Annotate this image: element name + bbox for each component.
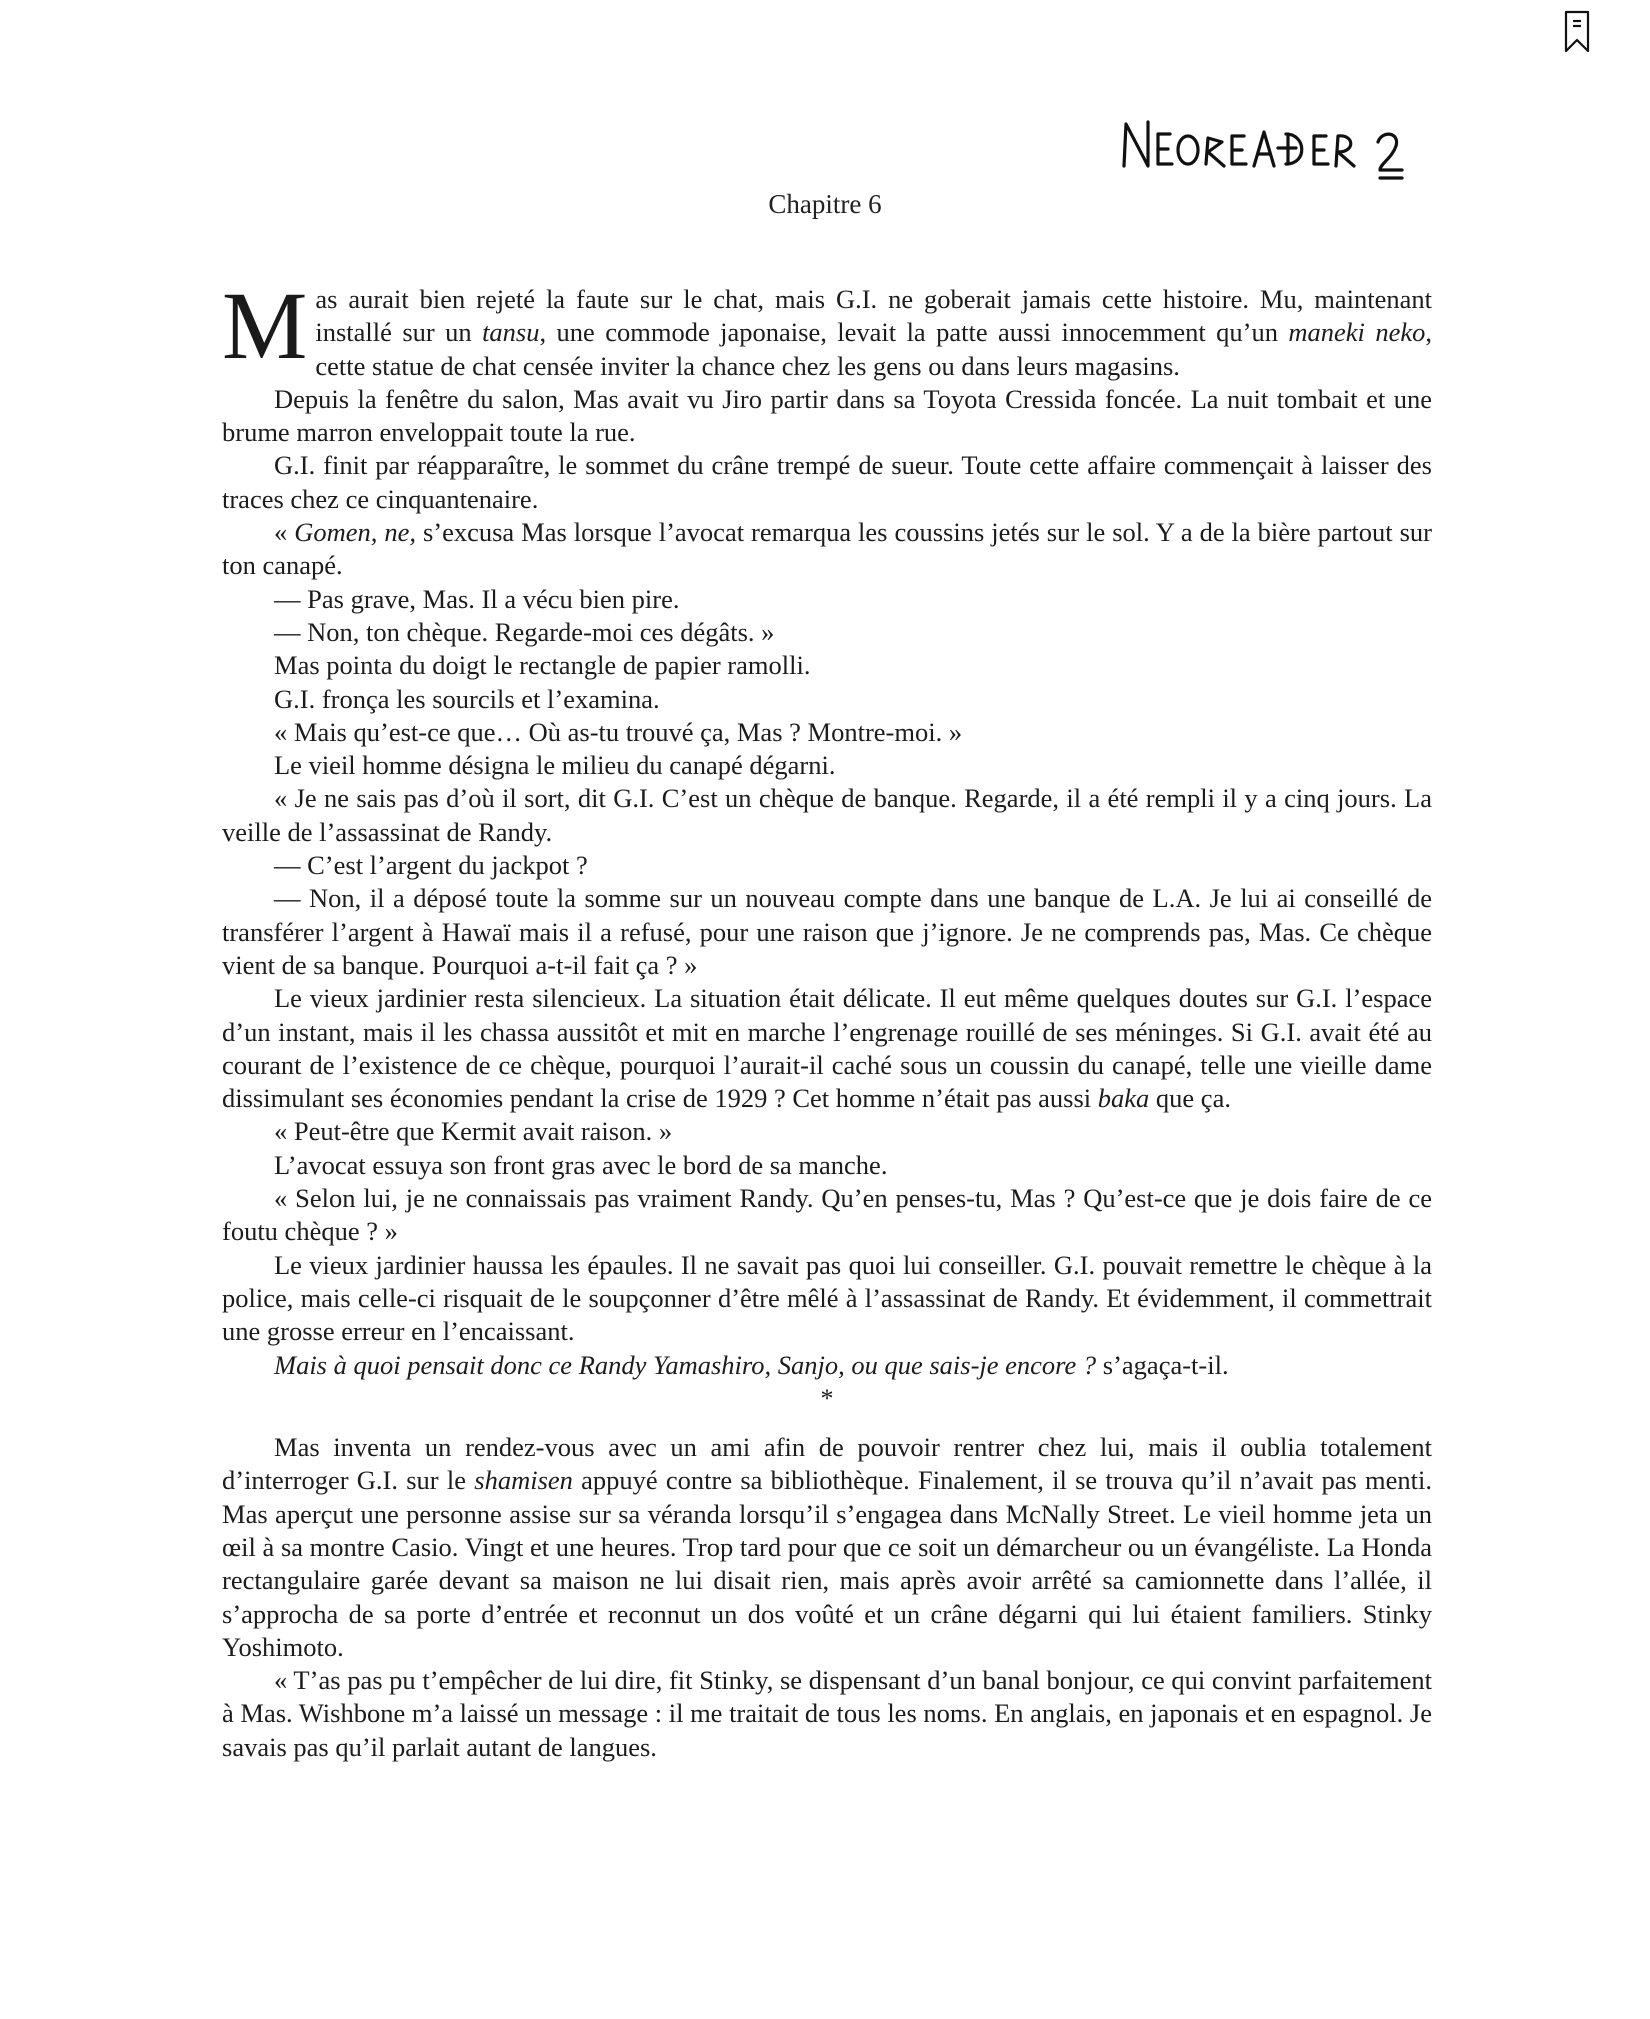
paragraph: L’avocat essuya son front gras avec le bord de sa manche.: [274, 1149, 888, 1180]
paragraph: Le vieux jardinier haussa les épaules. Il ne savait pas quoi lui conseiller. G.I. pouvait remettre le chèque à la police, mais celle-ci risquait de le soupçonner d’être mêlé à l’assassinat de Randy. Et évidemment, il commettrait une grosse erreur en l’encaissant.: [222, 1249, 1432, 1347]
page-text: [222, 272, 1432, 1764]
brand-logo: [1118, 108, 1418, 184]
paragraph: « T’as pas pu t’empêcher de lui dire, fit Stinky, se dispensant d’un banal bonjour, ce qui convint parfaitement à Mas. Wishbone m’a laissé un message : il me traitait de tous les noms. En anglais, en japonais et en espagnol. Je savais pas qu’il parlait autant de langues.: [222, 1665, 1432, 1762]
paragraph: Mas pointa du doigt le rectangle de papier ramolli.: [274, 650, 811, 681]
paragraph: G.I. finit par réapparaître, le sommet du crâne trempé de sueur. Toute cette affaire commençait à laisser des traces chez ce cinquantenaire.: [222, 450, 1432, 514]
paragraph: G.I. fronça les sourcils et l’examina.: [274, 683, 660, 714]
paragraph: « Peut-être que Kermit avait raison. »: [274, 1116, 673, 1147]
paragraph: « Je ne sais pas d’où il sort, dit G.I. C’est un chèque de banque. Regarde, il a été rempli il y a cinq jours. La veille de l’assassinat de Randy.: [222, 783, 1432, 847]
paragraph: — Non, il a déposé toute la somme sur un nouveau compte dans une banque de L.A. Je lui ai conseillé de transférer l’argent à Hawaï mais il a refusé, pour une raison que j’ignore. Je ne comprends pas, Mas. Ce chèque vient de sa banque. Pourquoi a-t-il fait ça ? »: [222, 883, 1432, 980]
paragraph: « Mais qu’est-ce que… Où as-tu trouvé ça, Mas ? Montre-moi. »: [274, 716, 963, 747]
paragraph: Mas aurait bien rejeté la faute sur le chat, mais G.I. ne goberait jamais cette histoire. Mu, maintenant installé sur un tansu, une commode japonaise, levait la patte aussi innocemment qu’un maneki neko, cette statue de chat censée inviter la chance chez les gens ou dans leurs magasins.: [222, 272, 1432, 381]
chapter-title: Chapitre 6: [768, 189, 882, 219]
bookmark-button[interactable]: [1563, 10, 1591, 54]
paragraph: Depuis la fenêtre du salon, Mas avait vu Jiro partir dans sa Toyota Cressida foncée. La nuit tombait et une brume marron enveloppait toute la rue.: [222, 383, 1432, 448]
paragraph: Le vieux jardinier resta silencieux. La situation était délicate. Il eut même quelques doutes sur G.I. l’espace d’un instant, mais il les chassa aussitôt et mit en marche l’engrenage rouillé de ses méninges. Si G.I. avait été au courant de l’existence de ce chèque, pourquoi l’aurait-il caché sous un coussin du canapé, telle une vieille dame dissimulant ses économies pendant la crise de 1929 ? Cet homme n’était pas aussi baka que ça.: [222, 983, 1432, 1114]
paragraph: Mais à quoi pensait donc ce Randy Yamashiro, Sanjo, ou que sais-je encore ? s’agaça-t-il.: [274, 1349, 1229, 1380]
paragraph: « Selon lui, je ne connaissais pas vraiment Randy. Qu’en penses-tu, Mas ? Qu’est-ce que je dois faire de ce foutu chèque ? »: [222, 1183, 1432, 1247]
paragraph: Mas inventa un rendez-vous avec un ami afin de pouvoir rentrer chez lui, mais il oublia totalement d’interroger G.I. sur le shamisen appuyé contre sa bibliothèque. Finalement, il se trouva qu’il n’avait pas menti. Mas aperçut une personne assise sur sa véranda lorsqu’il s’engagea dans McNally Street. Le vieil homme jeta un œil à sa montre Casio. Vingt et une heures. Trop tard pour que ce soit un démarcheur ou un évangéliste. La Honda rectangulaire garée devant sa maison ne lui disait rien, mais après avoir arrêté sa camionnette dans l’allée, il s’approcha de sa porte d’entrée et reconnut un dos voûté et un crâne dégarni qui lui étaient familiers. Stinky Yoshimoto.: [222, 1432, 1432, 1662]
paragraph: — Pas grave, Mas. Il a vécu bien pire.: [274, 583, 680, 614]
section-separator: *: [820, 1383, 834, 1413]
paragraph: « Gomen, ne, s’excusa Mas lorsque l’avocat remarqua les coussins jetés sur le sol. Y a de la bière partout sur ton canapé.: [222, 517, 1432, 581]
paragraph: Le vieil homme désigna le milieu du canapé dégarni.: [274, 750, 836, 781]
paragraph: — Non, ton chèque. Regarde-moi ces dégâts. »: [274, 616, 775, 647]
paragraph: — C’est l’argent du jackpot ?: [274, 850, 588, 881]
dropcap: M: [222, 272, 308, 379]
bookmark-icon: [1563, 10, 1591, 54]
